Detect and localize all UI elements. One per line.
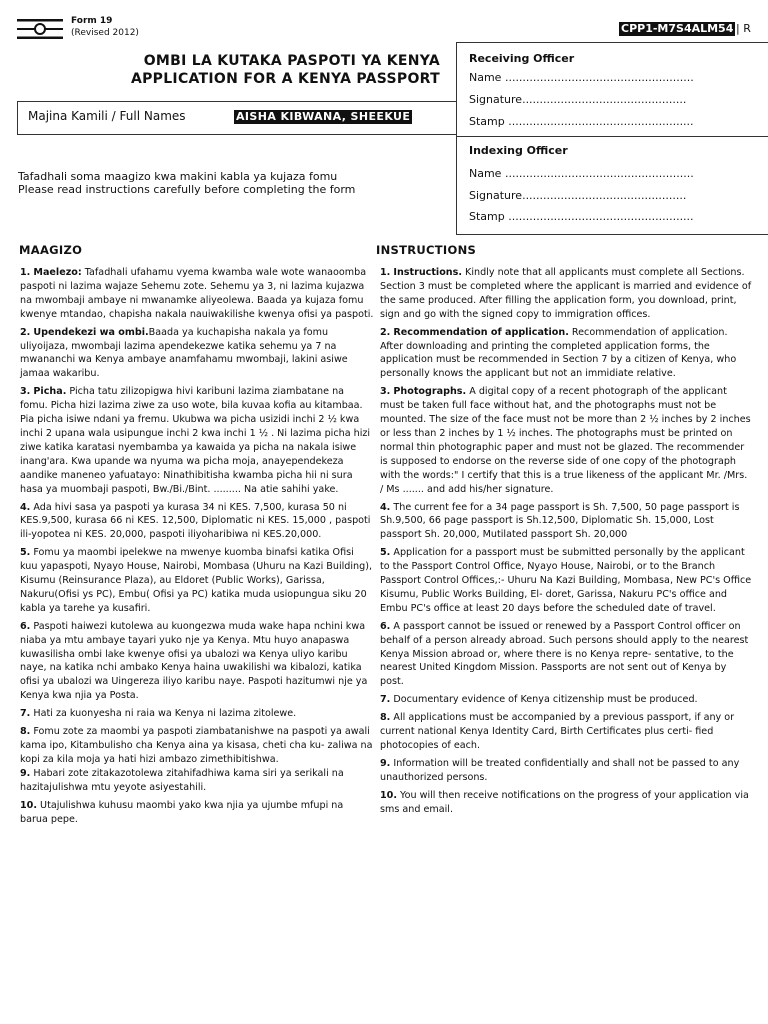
application-id: CPP1-M7S4ALM54	[621, 22, 734, 35]
indexing-officer-heading: Indexing Officer	[469, 144, 568, 157]
full-names-value[interactable]: AISHA KIBWANA, SHEEKUE	[236, 110, 411, 123]
maagizo-item: 7. Hati za kuonyesha ni raia wa Kenya ni lazima zitolewe.	[20, 708, 297, 720]
instruction-item: 9. Information will be treated confidentially and shall not be passed to any unauthorized persons.	[380, 757, 740, 783]
instruction-item: 3. Photographs. A digital copy of a recent photograph of the applicant must be taken full face without hat, and the photographs must not be mounted. The size of the face must not be more than 2 ½ inches by 2 inches or less than 2 inches by 1 ½ inches. The photographs must be printed on normal thin photographic paper and must not be glazed. The recommender is supposed to endorse on the reverse side of one copy of the photograph with the words:" I certify that this is a true likeness of the applicant Mr. /Mrs. / Ms ....... and add his/her signature.	[380, 386, 751, 495]
receiving-officer-signature-field[interactable]: Signature...............................................	[469, 93, 687, 106]
maagizo-item: 6. Paspoti haiwezi kutolewa au kuongezwa muda wake hapa nchini kwa niaba ya mtu ambaye tayari yuko nje ya Kenya. Mtu huyo anapaswa kuwasilisha ombi lake kwenye ofisi ya ubalozi wa Kenya uliyo karibu naye, na katika nchi ambako Kenya haina uwakilishi wa kibalozi, katika ofisi ya ubalozi wa Uingereza iliyo karibu naye. Paspoti hazitumwi nje ya Kenya kwa njia ya Posta.	[20, 620, 368, 702]
indexing-officer-signature-field[interactable]: Signature...............................................	[469, 189, 687, 202]
maagizo-item: 10. Utajulishwa kuhusu maombi yako kwa njia ya ujumbe mfupi na barua pepe.	[20, 799, 344, 825]
instructions-list	[380, 266, 752, 821]
maagizo-item: 4. Ada hivi sasa ya paspoti ya kurasa 34 ni KES. 7,500, kurasa 50 ni KES.9,500, kurasa 66 ni KES. 12,500, Diplomatic ni KES. 15,000 , paspoti ili-yopotea ni KES. 20,000, paspoti iliyoharibiwa ni KES.20,000.	[20, 501, 371, 541]
receiving-officer-stamp-field[interactable]: Stamp .....................................................	[469, 115, 694, 128]
coat-of-arms-logo-icon	[17, 19, 63, 39]
instruction-item: 1. Instructions. Kindly note that all applicants must complete all Sections. Section 3 must be completed where the applicant is married and evidence of the same produced. After filling the application form, you download, print, sign and go with the signed copy to immigration offices.	[380, 267, 752, 320]
receiving-officer-name-field[interactable]: Name ......................................................	[469, 71, 694, 84]
maagizo-item: 3. Picha. Picha tatu zilizopigwa hivi karibuni lazima ziambatane na fomu. Picha hizi lazima ziwe za uso wote, bila kuvaa kofia au kitambaa. Pia picha isiwe ndani ya fremu. Ukubwa wa picha usizidi inchi 2 ½ kwa inchi 2 upana wala usipungue inchi 2 kwa inchi 1 ½ . Ni lazima picha hizi ziwe katika karatasi nyembamba ya kawaida ya picha na nakala isiwe inang'ara. Kwa upande wa nyuma wa picha moja, anayependekeza aandike maneneo yafuatayo: Ninathibitisha kwamba picha hii ni sura hasa ya muombaji paspoti, Bw./Bi./Bint. ......... Na atie sahihi yake.	[20, 386, 371, 495]
maagizo-item: 1. Maelezo: Tafadhali ufahamu vyema kwamba wale wote wanaoomba paspoti ni lazima wajaze Sehemu zote. Sehemu ya 3, ni lazima kujazwa na mwombaji ambaye ni mwanamke aliyeolewa. Baada ya kujaza fomu kwenye mtandao, chapisha nakala nauiwakilishe kwenya ofisi ya paspoti.	[20, 267, 374, 320]
officer-divider	[457, 136, 768, 137]
instruction-item: 7. Documentary evidence of Kenya citizenship must be produced.	[380, 694, 698, 706]
intro-english: Please read instructions carefully before completing the form	[18, 183, 356, 196]
form-revision: (Revised 2012)	[71, 28, 139, 38]
maagizo-item: 2. Upendekezi wa ombi.Baada ya kuchapisha nakala ya fomu uliyoijaza, mwombaji lazima apendekezwe katika sehemu ya 7 na mwananchi wa Kenya ambaye anamfahamu mwombaji, lakini asiwe jamaa wakaribu.	[20, 326, 348, 380]
instruction-item: 8. All applications must be accompanied by a previous passport, if any or current national Kenya Identity Card, Birth Certificates plus certi- fied photocopies of each.	[380, 712, 735, 751]
maagizo-item: 9. Habari zote zitakazotolewa zitahifadhiwa kama siri ya serikali na hazitajulishwa mtu yeyote asiyestahili.	[20, 767, 344, 793]
instructions-heading: INSTRUCTIONS	[376, 243, 477, 257]
receiving-officer-heading: Receiving Officer	[469, 52, 575, 65]
indexing-officer-stamp-field[interactable]: Stamp .....................................................	[469, 210, 694, 223]
maagizo-item: 5. Fomu ya maombi ipelekwe na mwenye kuomba binafsi katika Ofisi kuu yapaspoti, Nyayo House, Nairobi, Mombasa (Uhuru na Kazi Building), Kisumu (Reinsurance Plaza), au Eldoret (Public Works), Garissa, Nakuru(Ofisi ys PC), Embu( Ofisi ya PC) katika muda usiopungua siku 20 kabla ya tarehe ya kusafiri.	[20, 547, 373, 614]
intro-swahili: Tafadhali soma maagizo kwa makini kabla ya kujaza fomu	[18, 170, 338, 183]
maagizo-list	[20, 266, 374, 830]
instruction-item: 5. Application for a passport must be submitted personally by the applicant to the Passport Control Office, Nyayo House, Nairobi, or to the Branch Passport Control Offices,:- Uhuru Na Kazi Building, Mombasa, New PC's Office Kisumu, Public Works Building, El- doret, Garissa, Nakuru PC's office and Embu PC's office at least 20 days before the scheduled date of travel.	[380, 547, 752, 614]
instruction-item: 2. Recommendation of application. Recommendation of application. After downloading and printing the completed application forms, the application must be recommended in Section 7 by a citizen of Kenya, who personally knows the applicant but not an immidiate relative.	[380, 326, 737, 380]
instruction-item: 6. A passport cannot be issued or renewed by a Passport Control officer on behalf of a person already abroad. Such persons should apply to the nearest Kenya Mission abroad or, where there is no Kenya repre- sentative, to the nearest United Kingdom Mission. Passports are not sent out of Kenya by post.	[380, 620, 749, 688]
instruction-item: 10. You will then receive notifications on the progress of your application via sms and email.	[380, 789, 749, 815]
maagizo-heading: MAAGIZO	[19, 243, 83, 257]
full-names-label: Majina Kamili / Full Names	[28, 109, 186, 123]
application-id-suffix: | R	[736, 22, 751, 35]
title-english: APPLICATION FOR A KENYA PASSPORT	[130, 71, 440, 87]
form-number: Form 19	[71, 16, 113, 26]
title-swahili: OMBI LA KUTAKA PASPOTI YA KENYA	[143, 53, 440, 69]
instruction-item: 4. The current fee for a 34 page passport is Sh. 7,500, 50 page passport is Sh.9,500, 66 page passport is Sh.12,500, Diplomatic Sh. 15,000, Lost passport Sh. 20,000, Mutilated passport Sh. 20,000	[380, 501, 740, 541]
maagizo-item: 8. Fomu zote za maombi ya paspoti ziambatanishwe na paspoti ya awali kama ipo, Kitambulisho cha Kenya aina ya kisasa, cheti cha ku- zaliwa na kopi za kila moja ya hati hizi ambazo zimethibitishwa.	[20, 726, 373, 765]
indexing-officer-name-field[interactable]: Name ......................................................	[469, 167, 694, 180]
